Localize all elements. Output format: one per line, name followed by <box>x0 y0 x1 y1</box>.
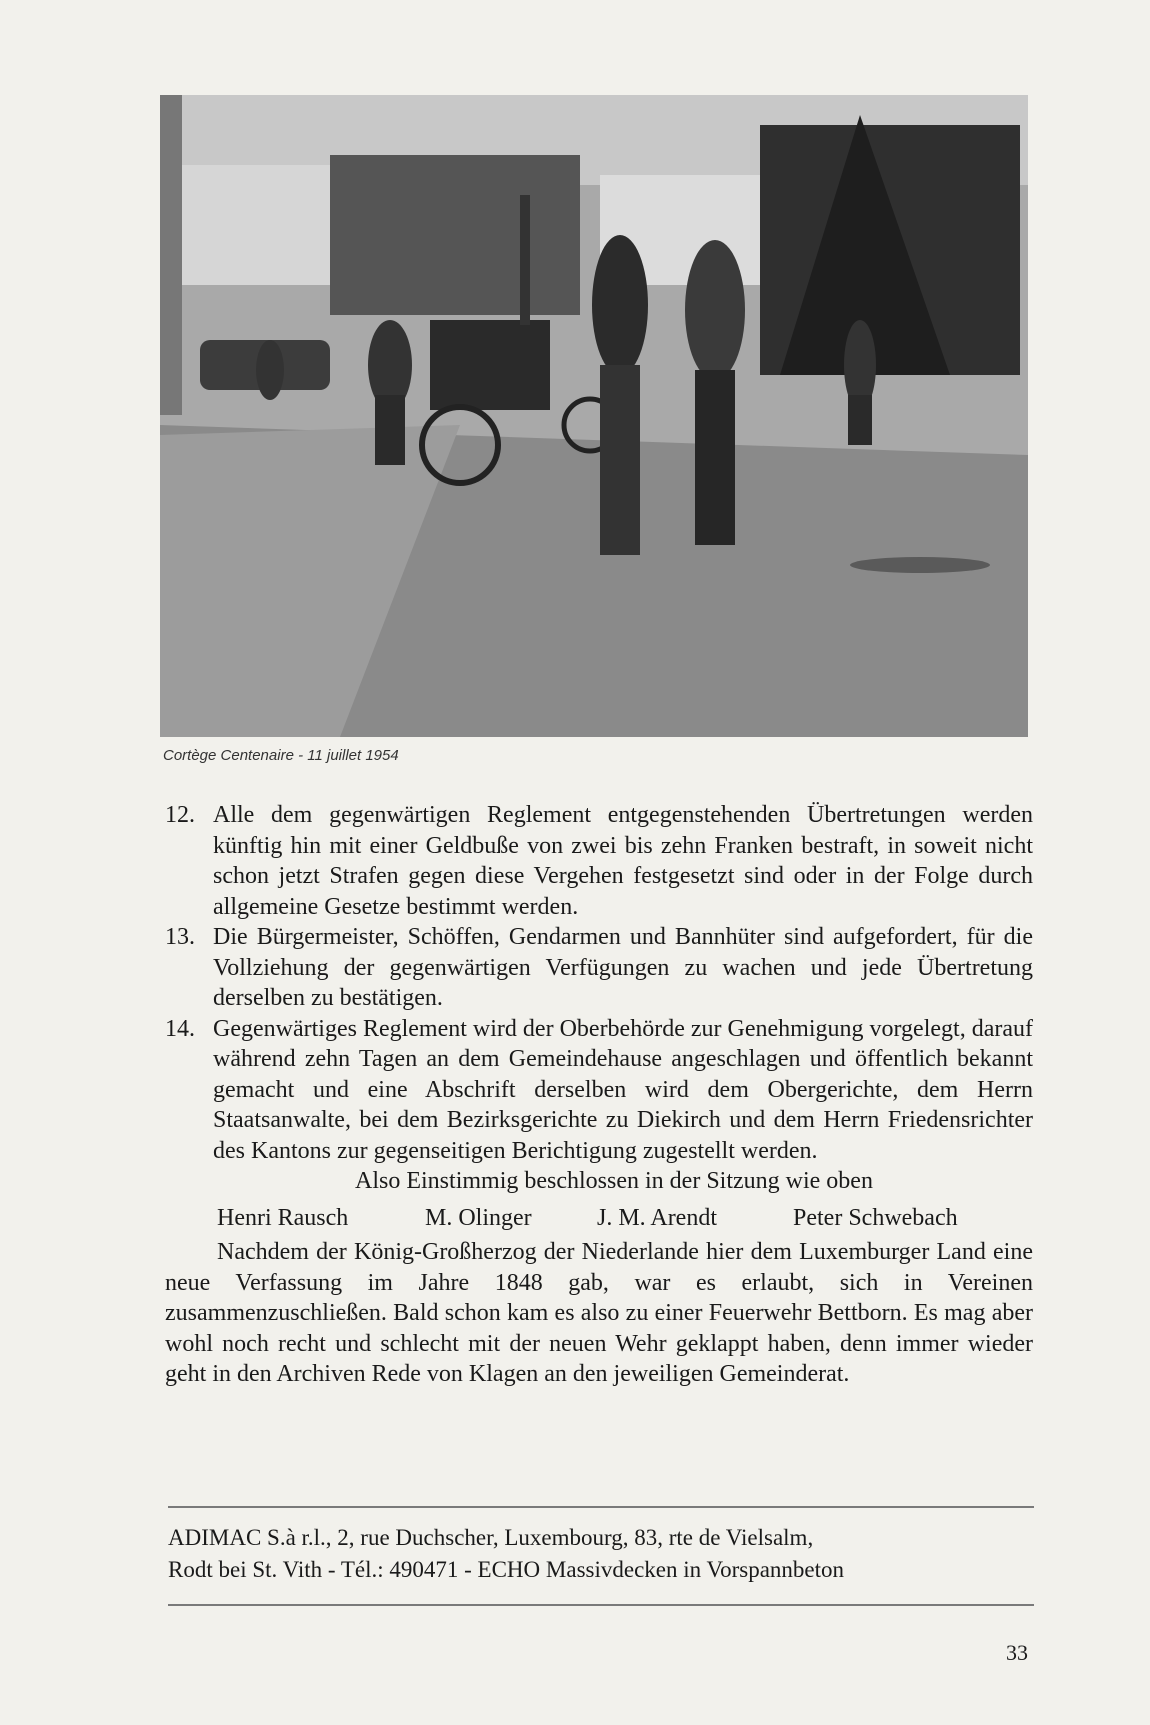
signers-row <box>165 1203 1033 1234</box>
photo-fire-brigade-parade <box>160 95 1028 737</box>
history-paragraph: Nachdem der König-Großherzog der Niederlande hier dem Luxemburger Land eine neue Verfassung im Jahre 1848 gab, war es erlaubt, sich in Vereinen zusammenzuschließen. Bald schon kam es also zu einer Feuerwehr Bettborn. Es mag aber wohl noch recht und schlecht mit der neuen Wehr geklappt haben, denn immer wieder geht in den Archiven Rede von Klagen an den jeweiligen Gemeinderat. <box>165 1239 1033 1387</box>
main-text <box>165 800 1033 1390</box>
signer-name: Peter Schwebach <box>793 1204 958 1231</box>
list-item <box>165 922 1033 1014</box>
photo-caption: Cortège Centenaire - 11 juillet 1954 <box>163 747 399 764</box>
list-item <box>165 1014 1033 1167</box>
ad-line-2: Rodt bei St. Vith - Tél.: 490471 - ECHO Massivdecken in Vorspannbeton <box>168 1557 845 1582</box>
item-number: 14. <box>165 1015 195 1042</box>
resolution-line: Also Einstimmig beschlossen in der Sitzung wie oben <box>355 1168 873 1194</box>
signer-name: Henri Rausch <box>217 1204 349 1231</box>
signer-name: M. Olinger <box>425 1204 532 1231</box>
page-number: 33 <box>1006 1640 1028 1665</box>
item-text: Die Bürgermeister, Schöffen, Gendarmen und Bannhüter sind aufgefordert, für die Vollziehung der gegenwärtigen Verfügungen zu wachen und jede Übertretung derselben zu bestätigen. <box>213 924 1033 1011</box>
signer-name: J. M. Arendt <box>597 1204 717 1231</box>
divider-bottom <box>168 1604 1034 1606</box>
photo-illustration <box>160 95 1028 737</box>
item-text: Alle dem gegenwärtigen Reglement entgegenstehenden Übertretungen werden künftig hin mit einer Geldbuße von zwei bis zehn Franken bestraft, in soweit nicht schon jetzt Strafen gegen diese Vergehen festgesetzt sind oder in der Folge durch allgemeine Gesetze bestimmt werden. <box>213 802 1033 920</box>
list-item <box>165 800 1033 922</box>
item-text: Gegenwärtiges Reglement wird der Oberbehörde zur Genehmigung vorgelegt, darauf während zehn Tagen an dem Gemeindehause angeschlagen und öffentlich bekannt gemacht und eine Abschrift derselben wird dem Obergerichte, dem Herrn Staatsanwalte, bei dem Bezirksgerichte zu Diekirch und dem Herrn Friedensrichter des Kantons zur gegenseitigen Berichtigung zugestellt werden. <box>213 1015 1033 1164</box>
advertisement <box>168 1522 1034 1586</box>
ad-line-1: ADIMAC S.à r.l., 2, rue Duchscher, Luxembourg, 83, rte de Vielsalm, <box>168 1525 814 1550</box>
item-number: 12. <box>165 802 195 828</box>
item-number: 13. <box>165 924 195 950</box>
divider-top <box>168 1506 1034 1508</box>
